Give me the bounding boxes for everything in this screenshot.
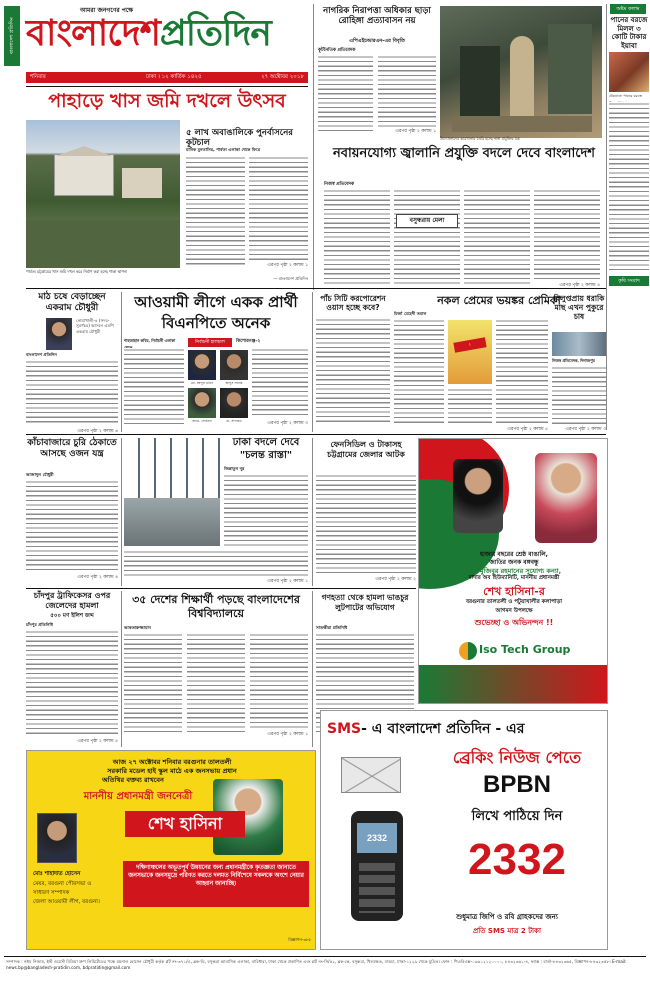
signer-2: মেয়র, বরগুনা পৌরসভা ও <box>33 881 92 887</box>
date-en: ২৭ অক্টোবর ২০১৮ <box>261 74 304 80</box>
fake-love-continued: এরপর পৃষ্ঠা ২ কলাম ৫ <box>507 427 548 432</box>
ad-iso-line3: শেখ মুজিবুর রহমানের সুযোগ্য কন্যা, <box>466 567 562 575</box>
pm-ad-line2: সরকারি মডেল হাই স্কুল মাঠে এক জনসভায় প্রধান <box>107 767 237 775</box>
kitchen-headline: বিলুপ্তপ্রায় ধরাকি মাছ এখন পুকুরে চাষ <box>553 294 605 321</box>
theft-headline: কাঁচাবাজারে চুরি ঠেকাতে আসছে ওজন যন্ত্র <box>27 438 117 459</box>
chowdhury-byline: বাংলাদেশ প্রতিদিন <box>26 352 57 357</box>
side-tab: বাংলাদেশ প্রতিদিন <box>4 6 20 66</box>
divider <box>313 4 314 290</box>
students-body-2 <box>187 633 245 735</box>
ad-iso-line5: শেখ হাসিনা-র <box>483 585 545 598</box>
masthead-title-a: বাংলাদেশ <box>26 13 160 54</box>
lead-caption: পার্বত্য চট্টগ্রামের খাস জমি দখল করে নির্মাণ করা হচ্ছে পাকা স্থাপনা <box>26 269 128 274</box>
bus-headline: গণহত্যা থেকে হামলা ভাঙচুর লুটপাটের অভিযোগ <box>321 593 409 612</box>
divider <box>121 591 122 747</box>
potato-kicker: অষ্টম কলাম <box>610 4 646 14</box>
portrait-label: মো. আব্দুল মতিন <box>190 381 214 385</box>
dhaka-body-2 <box>124 550 308 576</box>
awami-continued: এরপর পৃষ্ঠা ২ কলাম ৩ <box>267 421 308 426</box>
dhaka-continued: এরপর পৃষ্ঠা ২ কলাম ১ <box>267 579 308 584</box>
rohingya-headline: নাগরিক নিরাপত্তা অধিকার ছাড়া রোহিঙ্গা প্রত্যাবাসন নয় <box>323 6 431 26</box>
fake-love-byline: মির্জা মেহেদী তমাল <box>394 311 427 316</box>
sms-ad-breaking: ব্রেকিং নিউজ পেতে <box>452 748 582 767</box>
pond-headline: পাঁচ সিটি করপোরেশন ওয়াস হচ্ছে কবে? <box>320 294 386 312</box>
potato-body <box>609 102 649 272</box>
portrait-leader <box>453 459 503 533</box>
dhaka-body-1 <box>224 474 308 546</box>
sms-ad-sms: SMS <box>327 721 362 737</box>
chowdhury-side: নোয়াখালী-৪ (সদর-সুবর্ণচর) আসনে এমপি একরাম চৌধুরী <box>76 318 114 334</box>
portrait <box>188 350 216 380</box>
kitchen-body <box>552 366 606 424</box>
sms-ad <box>320 710 608 950</box>
rule <box>26 288 606 289</box>
energy-body-1 <box>324 189 390 287</box>
chandpur-body <box>26 630 118 736</box>
pm-ad-body: দক্ষিণাঞ্চলের অভূতপূর্ব উন্নয়নের জন্য প্রধানমন্ত্রীকে কৃতজ্ঞতা জানাতে জনসভাকে জনসমুদ্রে পরিণত করতে দলমত নির্বিশেষে সকলকে অংশে নেয়ার আহ্বান জানাচ্ছি। <box>123 861 309 907</box>
awami-seat: কিশোরগঞ্জ-২ <box>236 339 261 344</box>
fenci-body <box>316 474 416 574</box>
sms-ad-number: 2332 <box>468 835 566 884</box>
lead-photo <box>26 120 180 268</box>
kitchen-continued: এরপর পৃষ্ঠা ২ কলাম ৩ <box>565 427 606 432</box>
masthead-title <box>26 12 306 56</box>
energy-caption: উদ্যোক্তাদের কারখানায় তৈরি হচ্ছে নানা প্রযুক্তির যন্ত্র <box>440 136 520 141</box>
rohingya-kicker: এপিএইচআরএন-এর বিবৃতি <box>349 38 405 44</box>
signer-1: মোঃ শাহাদাত হোসেন <box>33 871 81 877</box>
ad-iso-line7: আগমন উপলক্ষে <box>495 608 533 614</box>
lead-continued: এরপর পৃষ্ঠা ২ কলাম ১ <box>267 263 308 268</box>
fake-love-graphic: ! <box>448 320 492 384</box>
theft-byline: আজাদুল চৌধুরী <box>26 472 54 477</box>
energy-body-3 <box>464 189 530 284</box>
chowdhury-photo <box>46 318 72 350</box>
sms-ad-foot: শুধুমাত্র জিপি ও রবি গ্রাহকদের জন্য <box>456 913 558 921</box>
students-byline: আকতারুজ্জামান <box>124 625 152 630</box>
sms-ad-price: প্রতি SMS মাত্র 2 টাকা <box>473 927 541 935</box>
lead-body-2 <box>249 156 308 260</box>
signer-4: জেলা আওয়ামী লীগ, বরগুনা। <box>33 899 100 905</box>
chandpur-byline: চাঁদপুর প্রতিনিধি <box>26 622 53 627</box>
portrait-label: আব্দুস সালাম <box>225 381 243 385</box>
phone-screen: 2332 <box>357 823 397 853</box>
energy-body-2 <box>394 189 460 284</box>
date-bn: ঢাকা । ১২ কার্তিক ১৪২৫ <box>146 74 202 80</box>
pm-ad <box>26 750 316 950</box>
lead-credit: — বাংলাদেশ প্রতিদিন <box>273 276 308 281</box>
students-headline: ৩৫ দেশের শিক্ষার্থী পড়ছে বাংলাদেশের বিশ্ববিদ্যালয়ে <box>132 593 300 620</box>
dhaka-byline: জিন্নাতুন নূর <box>224 466 245 471</box>
ad-iso-line4: মাদার অব হিউম্যানিটি, মাননীয় প্রধানমন্ত্রী <box>468 575 560 581</box>
kitchen-photo <box>552 332 606 356</box>
students-body-3 <box>250 633 308 729</box>
bus-byline: সাতক্ষীরা প্রতিনিধি <box>316 625 348 630</box>
rohingya-body <box>318 55 373 133</box>
date-bar <box>26 72 308 83</box>
potato-caption: টেকনাফে পানের বরজে <box>609 94 643 98</box>
lead-byline: মানিক মুনতাসির, পার্বত্য এলাকা থেকে ফিরে <box>186 147 261 152</box>
pm-name-box: শেখ হাসিনা <box>125 811 245 837</box>
sms-ad-title <box>327 717 603 741</box>
iso-tech-ad <box>418 438 608 704</box>
pond-body <box>316 318 390 424</box>
fake-love-body-1 <box>394 319 444 425</box>
footer: সম্পাদক : নঈম নিজাম, ইস্ট ওয়েস্ট মিডিয়া গ্রুপ লিমিটেডের পক্ষে ময়নাল হোসেন চৌধুরী কর্তৃক প্লট নং-৩৭১/এ, ব্লক-ডি, বসুন্ধরা আবাসিক এলাকা, বারিধারা, ঢাকা থেকে প্রকাশিত এবং প্লট নং-সি/৫২, ব্লক-কে, বসুন্ধরা, খিলক্ষেত, বাড্ডা, ঢাকা-১২২৯ থেকে মুদ্রিত। ফোন : পিএবিএক্স-০৯৬১২১২০০০০, ৮৪৩২৩৬১-৪, ফ্যাক্স : বার্তা-৮৪৩২৩৬৫, বিজ্ঞাপন-৮৪৩২৩৫৮। E-mail: news.bp@bangladesh-pratidin.com, bdpratidin@gmail.com <box>6 959 627 970</box>
chandpur-continued: এরপর পৃষ্ঠা ২ কলাম ৫ <box>77 739 118 744</box>
dhaka-photo <box>124 438 220 546</box>
ad-iso-line6: বরগুনার তালতলী ও পটুয়াখালীর কলাপাড়া <box>465 599 563 605</box>
masthead-title-b: প্রতিদিন <box>159 13 271 54</box>
rule <box>26 86 308 87</box>
pm-ad-ref: বিজ্ঞাপন-৩৮৫ <box>288 937 311 942</box>
rohingya-byline: কূটনৈতিক প্রতিবেদক <box>318 48 356 53</box>
ad-iso-line8: শুভেচ্ছা ও অভিনন্দন !! <box>474 618 554 627</box>
lead-body-1 <box>186 156 245 266</box>
divider <box>312 292 313 432</box>
rule <box>4 956 646 957</box>
awami-byline: শাহজাহান কবির, নির্বাচনী এলাকা <box>124 338 176 343</box>
chowdhury-continued: এরপর পৃষ্ঠা ২ কলাম ৬ <box>77 429 118 434</box>
sms-ad-send: লিখে পাঠিয়ে দিন <box>471 809 563 824</box>
energy-continued: এরপর পৃষ্ঠা ২ কলাম ৪ <box>559 283 600 288</box>
potato-tag: কৃষি সংবাদ <box>609 276 649 286</box>
pm-ad-line4: মাননীয় প্রধানমন্ত্রী জননেত্রী <box>83 791 193 802</box>
envelope-icon <box>341 757 401 793</box>
fake-love-headline: নকল প্রেমের ভয়ঙ্কর প্রেমিকা <box>437 294 561 307</box>
chandpur-sub: ৫০০ মণ ইলিশ জব্দ <box>50 613 94 619</box>
students-body-1 <box>124 633 182 735</box>
fake-love-body-2 <box>496 319 548 425</box>
dhaka-headline: ঢাকা বদলে দেবে "চলন্ত রাস্তা" <box>232 437 300 461</box>
awami-badge: নির্বাচনী হালচাল <box>188 338 232 347</box>
energy-headline: নবায়নযোগ্য জ্বালানি প্রযুক্তি বদলে দেবে বাংলাদেশ <box>333 146 595 161</box>
signer-3: সাধারণ সম্পাদক <box>33 890 70 896</box>
portrait-label: অ্যাড. সোহরাব <box>192 419 212 423</box>
ad-iso-line1: হাজার বছরের শ্রেষ্ঠ বাঙালি, <box>480 551 548 558</box>
portrait <box>188 388 216 418</box>
portrait <box>220 388 248 418</box>
sms-ad-code: BPBN <box>482 771 551 798</box>
awami-headline: আওয়ামী লীগে একক প্রার্থী বিএনপিতে অনেক <box>134 293 298 332</box>
rule <box>26 434 606 435</box>
students-continued: এরপর পৃষ্ঠা ২ কলাম ১ <box>267 732 308 737</box>
date-day: শনিবার <box>30 74 46 80</box>
chowdhury-headline: মাঠ চষে বেড়াচ্ছেন একরাম চৌধুরী <box>38 292 106 313</box>
divider <box>312 438 313 586</box>
ad-iso-line2: জাতির জনক বঙ্গবন্ধু <box>489 559 539 566</box>
chowdhury-body <box>26 360 118 426</box>
signer-portrait <box>37 813 77 863</box>
divider <box>312 591 313 747</box>
divider <box>121 438 122 586</box>
potato-photo <box>609 52 649 92</box>
portrait <box>220 350 248 380</box>
portrait-pm <box>535 453 597 543</box>
awami-body-1 <box>124 348 184 424</box>
theft-continued: এরপর পৃষ্ঠা ২ কলাম ৪ <box>77 575 118 580</box>
tagline: আমরা জনগণের পক্ষে <box>80 7 134 14</box>
kitchen-byline: নিজস্ব প্রতিবেদক, দিনাজপুর <box>552 358 595 363</box>
fenci-headline: ফেনসিডিল ও টাকাসহ চট্টগ্রামের জেলার আটক <box>327 440 405 459</box>
fake-love-body-3 <box>448 388 492 426</box>
lead-headline: পাহাড়ে খাস জমি দখলে উৎসব <box>48 90 286 112</box>
rohingya-continued: এরপর পৃষ্ঠা ২ কলাম ১ <box>395 129 436 134</box>
energy-highlight: বসুন্ধরায় মেলা <box>396 214 458 228</box>
pm-ad-line3: অতিথির বক্তব্য রাখবেন <box>102 776 164 784</box>
lead-subhead: ৫ লাখ অবাঙালিকে পুনর্বাসনের কূটচাল <box>186 128 293 148</box>
iso-logo-icon <box>459 642 477 660</box>
rohingya-body-2 <box>378 55 436 127</box>
energy-body-4 <box>534 189 600 279</box>
rule <box>26 588 416 589</box>
fenci-continued: এরপর পৃষ্ঠা ২ কলাম ২ <box>375 577 416 582</box>
energy-byline: নিজস্ব প্রতিবেদক <box>324 182 355 187</box>
potato-headline: পানের বরজে মিলল ৩ কোটি টাকার ইয়াবা <box>610 16 648 50</box>
divider <box>606 4 607 430</box>
sms-ad-rest: - এ বাংলাদেশ প্রতিদিন - এর <box>361 721 525 737</box>
energy-photo <box>440 6 602 138</box>
theft-body <box>26 480 118 572</box>
portrait-label: ডা. সালামত <box>226 419 242 423</box>
ad-iso-divider <box>419 665 608 704</box>
phone-icon <box>351 811 403 921</box>
pm-ad-line1: আজ ২৭ অক্টোবর শনিবার বরগুনার তালতলী <box>112 758 232 766</box>
chandpur-headline: চাঁদপুর ট্রাফিকেসর ওপর জেলেদের হামলা <box>33 591 111 610</box>
awami-body-2 <box>252 348 308 418</box>
divider <box>121 292 122 432</box>
ad-iso-brand: Iso Tech Group <box>479 643 571 656</box>
